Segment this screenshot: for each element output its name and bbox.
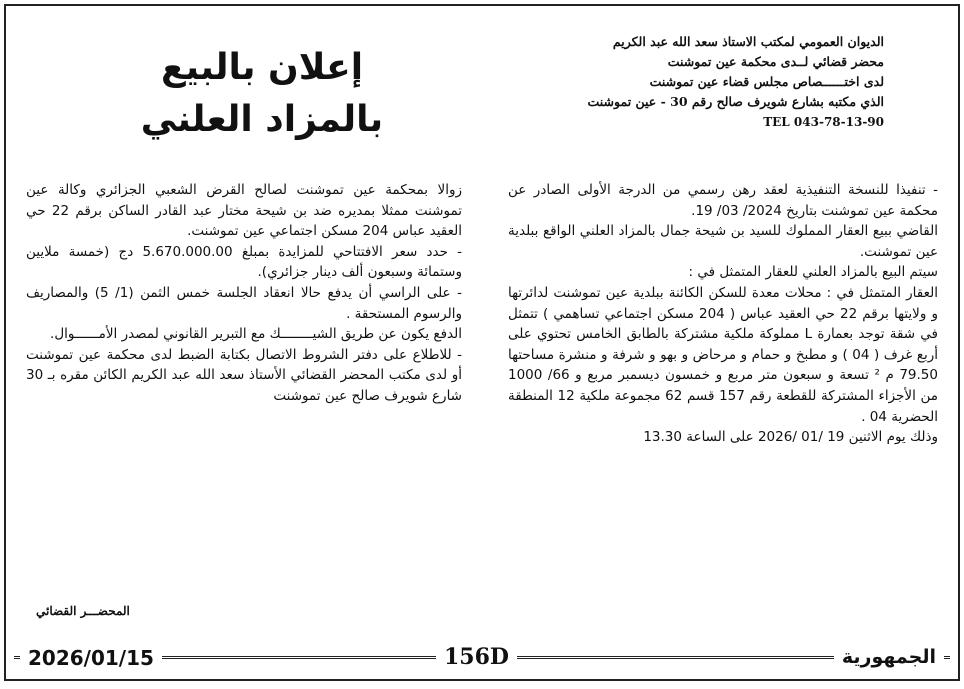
jurisdiction-line: لدى اختــــــصاص مجلس قضاء عين تموشنت <box>649 74 884 89</box>
auction-date-paragraph: وذلك يوم الاثنين 19 /01 /2026 على الساعة 13.30 <box>643 429 938 446</box>
property-description-paragraph: العقار المتمثل في : محلات معدة للسكن الكائنة ببلدية عين تموشنت لدائرتها و ولايتها برقم 22 حي العقيد عباس ( 204 مسكن اجتماعي تساهمي ) تتمثل في شقة توجد بعمارة L مملوكة ملكية مشتركة بالطابق الخامس تحتوي على أربع غرف ( 04 ) و مطبخ و حمام و مرحاض و بهو و شرفة و منشرة مساحتها 79.50 م ² تسعة و سبعون متر مربع و خمسون ديسمبر مربع و 66/ 1000 من الأجزاء المشتركة للقطعة رقم 157 قسم 62 مجموعة ملكية 12 المنطقة الحضرية 04 . <box>508 284 938 425</box>
payment-method-paragraph: الدفع يكون عن طريق الشيــــــــك مع التبرير القانوني لمصدر الأمــــــوال. <box>50 326 462 343</box>
page-code: 156D <box>436 644 517 670</box>
beneficiary-paragraph: زوالا بمحكمة عين تموشنت لصالح القرض الشعبي الجزائري وكالة عين تموشنت ممثلا بمديره ضد بن شيحة مختار عبد القادر الساكن برقم 22 حي العقيد عباس 204 مسكن اجتماعي عين تموشنت. <box>26 182 463 240</box>
newspaper-logo: الجمهورية <box>834 646 944 668</box>
conditions-contact-paragraph: - للاطلاع على دفتر الشروط الاتصال بكتابة الضبط لدى محكمة عين تموشنت أو لدى مكتب المحضر القضائي الأستاذ سعد الله عبد الكريم الكائن مقره بـ 30 شارع شويرف صالح عين تموشنت <box>26 346 462 404</box>
bailiff-signature: المحضـــر القضائي <box>36 604 130 618</box>
title-line-2: بالمزاد العلني <box>140 99 384 140</box>
newspaper-page <box>4 4 960 681</box>
telephone-line: TEL 043-78-13-90 <box>763 115 884 129</box>
bailiff-office-header <box>494 32 884 132</box>
court-line: محضر قضائي لــدى محكمة عين تموشنت <box>667 54 884 69</box>
left-text-column <box>26 180 462 407</box>
address-line: الذي مكتبه بشارع شويرف صالح رقم 30 - عين تموشنت <box>587 94 884 109</box>
buyer-payment-paragraph: - على الراسي أن يدفع حالا انعقاد الجلسة خمس الثمن (1/ 5) والمصاريف والرسوم المستحقة . <box>26 284 462 322</box>
execution-paragraph: - تنفيذا للنسخة التنفيذية لعقد رهن رسمي من الدرجة الأولى الصادر عن محكمة عين تموشنت بتاريخ 2024/ 03/ 19. <box>508 182 938 219</box>
title-line-1: إعلان بالبيع <box>160 47 364 88</box>
ruling-paragraph: القاضي ببيع العقار المملوك للسيد بن شيحة جمال بالمزاد العلني الواقع ببلدية عين تموشنت. <box>508 223 938 260</box>
announcement-title <box>102 42 422 146</box>
office-name-line: الديوان العمومي لمكتب الاستاذ سعد الله عبد الكريم <box>612 34 884 49</box>
right-text-column <box>508 180 938 448</box>
sale-intro-paragraph: سيتم البيع بالمزاد العلني للعقار المتمثل في : <box>688 264 938 281</box>
publication-date: 2026/01/15 <box>20 646 162 670</box>
opening-price-paragraph: - حدد سعر الافتتاحي للمزايدة بمبلغ 5.670.000.00 دج (خمسة ملايين وستمائة وسبعون ألف دينار جزائري). <box>26 243 462 281</box>
